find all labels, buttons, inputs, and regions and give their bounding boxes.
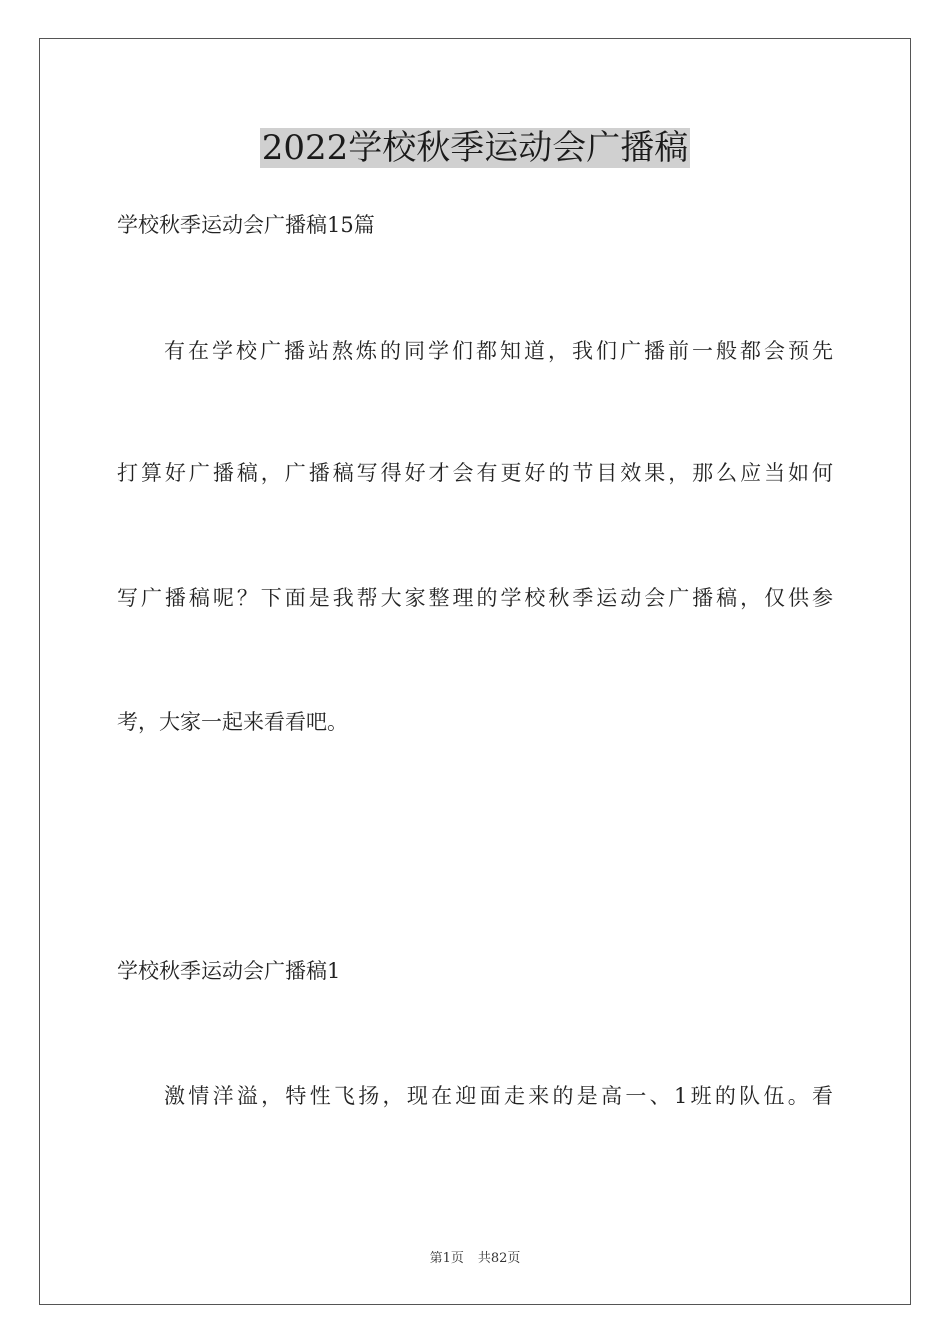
intro-line-3: 写广播稿呢？下面是我帮大家整理的学校秋季运动会广播稿，仅供参 [117, 586, 833, 610]
intro-line-2: 打算好广播稿，广播稿写得好才会有更好的节目效果，那么应当如何 [117, 461, 833, 485]
intro-line-4: 考，大家一起来看看吧。 [117, 710, 348, 734]
section-paragraph-line-1: 激情洋溢，特性飞扬，现在迎面走来的是高一、1班的队伍。看 [164, 1084, 833, 1108]
document-title [0, 126, 950, 170]
section-heading: 学校秋季运动会广播稿1 [117, 959, 341, 983]
page-footer [0, 1247, 950, 1266]
page-number: 第1页 [429, 1251, 464, 1266]
intro-line-1: 有在学校广播站熬炼的同学们都知道，我们广播前一般都会预先 [164, 339, 833, 363]
document-subtitle: 学校秋季运动会广播稿15篇 [117, 213, 375, 237]
document-title-text: 2022学校秋季运动会广播稿 [261, 128, 689, 168]
page-total: 共82页 [477, 1251, 521, 1266]
